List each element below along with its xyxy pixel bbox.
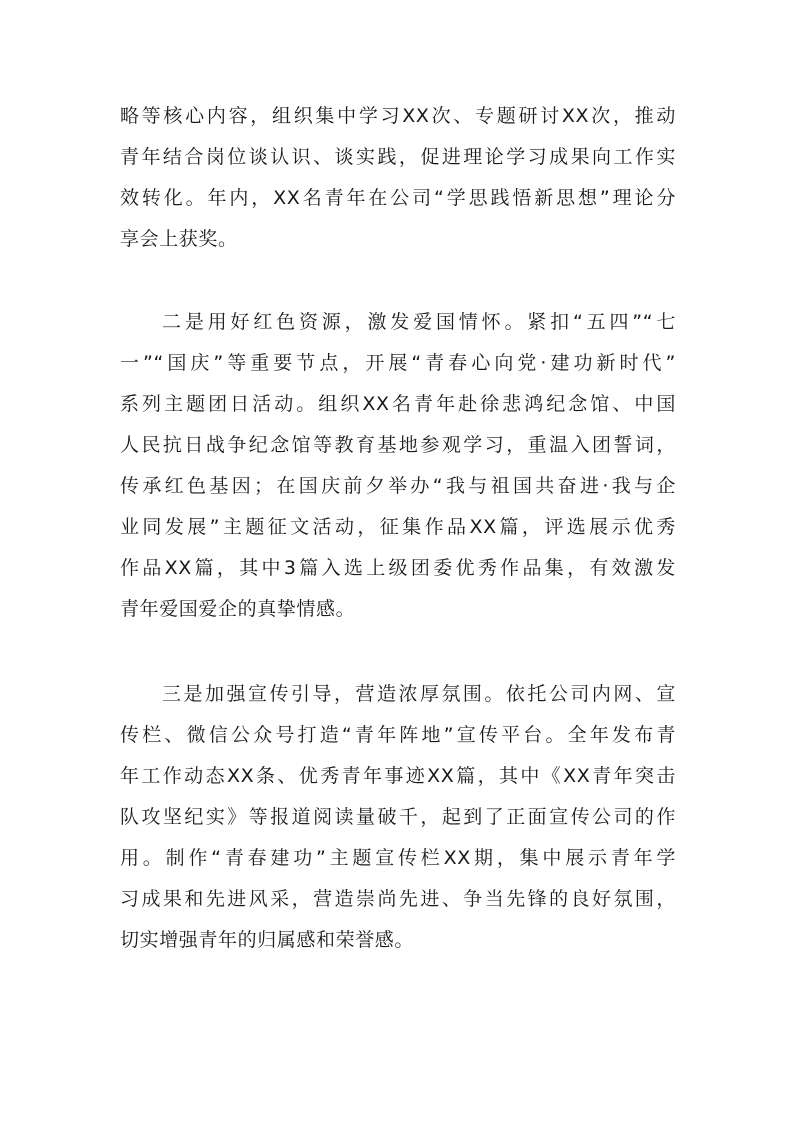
text-line: 年工作动态XX条、优秀青年事迹XX篇，其中《XX青年突击 xyxy=(120,765,676,787)
text-line: 一”“国庆”等重要节点，开展“青春心向党·建功新时代” xyxy=(120,352,676,374)
text-line: 略等核心内容，组织集中学习XX次、专题研讨XX次，推动 xyxy=(120,105,676,127)
text-line: 切实增强青年的归属感和荣誉感。 xyxy=(120,929,415,951)
paragraph-continuation xyxy=(120,96,676,260)
text-line: 队攻坚纪实》等报道阅读量破千，起到了正面宣传公司的作 xyxy=(120,806,676,828)
text-line: 用。制作“青春建功”主题宣传栏XX期，集中展示青年学 xyxy=(120,847,676,869)
text-line: 传承红色基因；在国庆前夕举办“我与祖国共奋进·我与企 xyxy=(120,475,676,497)
text-line: 三是加强宣传引导，营造浓厚氛围。依托公司内网、宣 xyxy=(162,683,676,705)
text-line: 人民抗日战争纪念馆等教育基地参观学习，重温入团誓词， xyxy=(120,434,676,456)
text-line: 享会上获奖。 xyxy=(120,228,238,250)
text-line: 效转化。年内，XX名青年在公司“学思践悟新思想”理论分 xyxy=(120,187,676,209)
text-line: 作品XX篇，其中3篇入选上级团委优秀作品集，有效激发 xyxy=(120,557,676,579)
text-line: 系列主题团日活动。组织XX名青年赴徐悲鸿纪念馆、中国 xyxy=(120,393,676,415)
text-line: 青年爱国爱企的真挚情感。 xyxy=(120,598,356,620)
text-line: 青年结合岗位谈认识、谈实践，促进理论学习成果向工作实 xyxy=(120,146,676,168)
text-line: 习成果和先进风采，营造崇尚先进、争当先锋的良好氛围， xyxy=(120,888,676,910)
text-line: 业同发展”主题征文活动，征集作品XX篇，评选展示优秀 xyxy=(120,516,676,538)
paragraph-red-resources xyxy=(120,302,676,630)
text-line: 传栏、微信公众号打造“青年阵地”宣传平台。全年发布青 xyxy=(120,724,676,746)
text-line: 二是用好红色资源，激发爱国情怀。紧扣“五四”“七 xyxy=(162,311,676,333)
paragraph-publicity xyxy=(120,674,676,961)
